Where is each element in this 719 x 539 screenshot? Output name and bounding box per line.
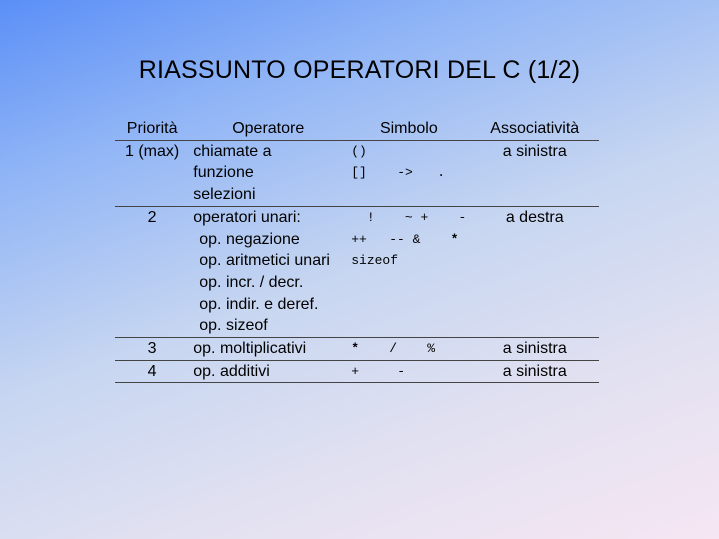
symbol: %: [427, 341, 436, 357]
symbol: +: [420, 209, 429, 225]
symbol-line: [351, 250, 398, 272]
symbol: +: [351, 363, 360, 379]
row-associativity: a destra: [505, 208, 564, 226]
row-symbols: [347, 140, 470, 206]
symbol: sizeof: [351, 253, 399, 269]
header-associativity: Associatività: [470, 118, 599, 140]
symbol-line: [367, 207, 413, 229]
row-operator: [189, 140, 347, 206]
row-operator: [189, 360, 347, 383]
symbol-line: [413, 229, 459, 251]
operator-line: funzione: [193, 164, 254, 182]
slide-title: RIASSUNTO OPERATORI DEL C (1/2): [138, 56, 581, 84]
symbol-line: [420, 207, 466, 229]
row-symbols: [347, 360, 470, 383]
symbol: *: [450, 231, 459, 247]
symbol: &: [412, 231, 421, 247]
operator-line: op. aritmetici unari: [199, 252, 330, 270]
operator-line: op. indir. e deref.: [199, 295, 319, 313]
row-associativity: a sinistra: [502, 142, 567, 160]
symbol: .: [437, 165, 446, 181]
operator-line: operatori unari:: [193, 208, 301, 226]
row-priority: 3: [147, 340, 157, 358]
symbol: -: [458, 209, 467, 225]
table-row: [115, 360, 599, 383]
operator-line: op. incr. / decr.: [199, 273, 304, 291]
table-row: [115, 140, 599, 206]
row-associativity: a sinistra: [502, 340, 567, 358]
operators-table: [115, 118, 599, 383]
symbol-line: [351, 141, 391, 163]
header-operator: Operatore: [189, 118, 347, 140]
header-priority: Priorità: [115, 118, 189, 140]
symbol: ++: [351, 231, 367, 247]
symbol: *: [351, 341, 360, 357]
symbol-line: [351, 229, 405, 251]
symbol: ~: [404, 209, 413, 225]
operator-line: op. moltiplicativi: [193, 340, 307, 358]
table-row: [115, 338, 599, 361]
operator-line: op. sizeof: [199, 317, 268, 335]
symbol: ->: [397, 165, 413, 181]
header-symbol: Simbolo: [347, 118, 470, 140]
operator-line: op. additivi: [193, 362, 270, 380]
operator-line: selezioni: [193, 186, 256, 204]
symbol-line: [351, 338, 435, 360]
table-header-row: [115, 118, 599, 140]
row-operator: [189, 206, 347, 337]
symbol: /: [389, 341, 398, 357]
row-priority: 1 (max): [125, 142, 180, 160]
row-operator: [189, 338, 347, 361]
row-associativity: a sinistra: [502, 362, 567, 380]
symbol: -: [397, 363, 406, 379]
symbol-line: [351, 162, 445, 184]
symbol: --: [389, 231, 405, 247]
symbol: []: [351, 165, 367, 181]
symbol: !: [366, 209, 375, 225]
row-symbols: [347, 206, 470, 337]
symbol-line: [351, 361, 405, 383]
operator-line: chiamate a: [193, 142, 272, 160]
row-priority: 2: [147, 208, 157, 226]
row-priority: 4: [147, 362, 157, 380]
operator-line: op. negazione: [199, 230, 300, 248]
table-row: [115, 206, 599, 337]
row-symbols: [347, 338, 470, 361]
symbol: (): [351, 143, 367, 159]
